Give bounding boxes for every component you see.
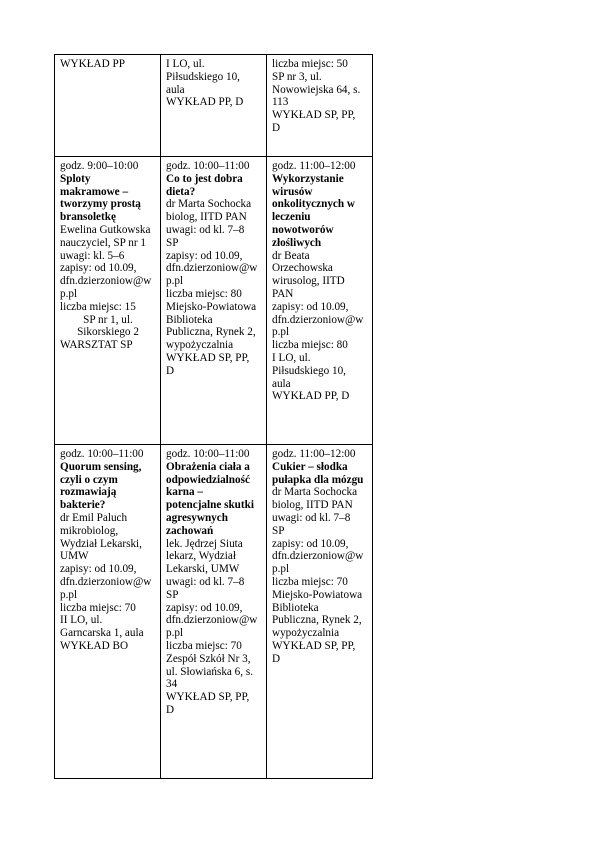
event-title: Sploty makramowe – tworzymy prostą bransoletkę [60,172,141,224]
table-row [55,445,373,779]
event-details: lek. Jędrzej Siuta lekarz, Wydział Lekarski, UMW uwagi: od kl. 7–8 SP zapisy: od 10.09, dfn.dzierzoniow@w p.pl liczba miejsc: 70 Zespół Szkół Nr 3, ul. Słowiańska 6, s. 34 WYKŁAD SP, PP, D [166,537,258,716]
table-cell [161,55,267,157]
event-time: godz. 10:00–11:00 [166,160,250,172]
table-cell [267,157,373,445]
event-details: dr Emil Paluch mikrobiolog, Wydział Lekarski, UMW zapisy: od 10.09, dfn.dzierzoniow@w p.pl liczba miejsc: 70 II LO, ul. Garncarska 1, aula WYKŁAD BO [60,511,152,652]
event-details: Ewelina Gutkowska nauczyciel, SP nr 1 uwagi: kl. 5–6 zapisy: od 10.09, dfn.dzierzoniow@w p.pl liczba miejsc: 15 [60,223,152,313]
event-details: dr Marta Sochocka biolog, IITD PAN uwagi: od kl. 7–8 SP zapisy: od 10.09, dfn.dzierzoniow@w p.pl liczba miejsc: 70 Miejsko-Powiatowa Biblioteka Publiczna, Rynek 2, wypożyczalnia WYKŁAD SP, PP, D [272,486,364,665]
event-time: godz. 11:00–12:00 [272,448,356,460]
event-place: SP nr 1, ul. Sikorskiego 2 [77,313,139,339]
cell-text: liczba miejsc: 50 SP nr 3, ul. Nowowiejska 64, s. 113 WYKŁAD SP, PP, D [272,58,361,134]
cell-text: WYKŁAD PP [60,58,125,70]
table-row [55,55,373,157]
event-time: godz. 9:00–10:00 [60,160,139,172]
table-cell [267,55,373,157]
table-cell [55,157,161,445]
event-title: Quorum sensing, czyli o czym rozmawiają bakterie? [60,460,142,512]
table-cell [161,445,267,779]
table-cell [55,55,161,157]
event-time: godz. 11:00–12:00 [272,160,356,172]
event-time: godz. 10:00–11:00 [60,448,144,460]
event-title: Co to jest dobra dieta? [166,172,243,198]
event-time: godz. 10:00–11:00 [166,448,250,460]
event-details: dr Beata Orzechowska wirusolog, IITD PAN zapisy: od 10.09, dfn.dzierzoniow@w p.pl liczba miejsc: 80 I LO, ul. Piłsudskiego 10, aula WYKŁAD PP, D [272,249,364,403]
cell-text: I LO, ul. Piłsudskiego 10, aula WYKŁAD PP, D [166,58,244,109]
schedule-table [54,54,373,779]
event-tag: WARSZTAT SP [60,339,133,352]
event-title: Obrażenia ciała a odpowiedzialność karna – potencjalne skutki agresywnych zachowań [166,460,254,537]
event-title: Wykorzystanie wirusów onkolitycznych w leczeniu nowotworów złośliwych [272,172,355,249]
table-cell [55,445,161,779]
table-row [55,157,373,445]
table-cell [161,157,267,445]
event-details: dr Marta Sochocka biolog, IITD PAN uwagi: od kl. 7–8 SP zapisy: od 10.09, dfn.dzierzoniow@w p.pl liczba miejsc: 80 Miejsko-Powiatowa Biblioteka Publiczna, Rynek 2, wypożyczalnia WYKŁAD SP, PP, D [166,198,258,377]
table-cell [267,445,373,779]
event-title: Cukier – słodka pułapka dla mózgu [272,460,364,486]
